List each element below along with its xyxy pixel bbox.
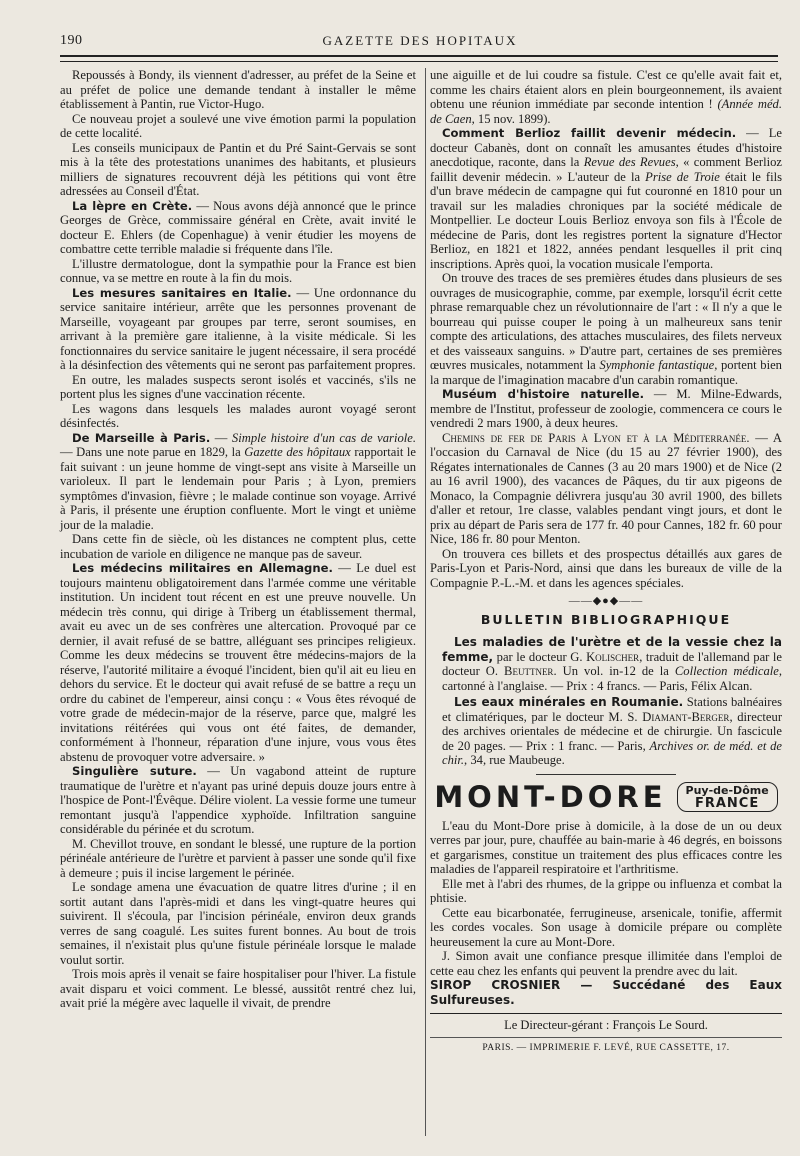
paragraph: Le sondage amena une évacuation de quatre litres d'urine ; il en sortit autant dans l'après-midi et dans les vingt-quatre heures qui suivirent. Il s'écoula, par l'incision périnéale, environ deux grands verres de sang coagulé. Les suites furent bonnes. Au bout de trois semaines, il n'existait plus qu'une fistule périnéale lorsque le malade voulut sortir. [60, 880, 416, 967]
article-museum: Muséum d'histoire naturelle. — M. Milne-Edwards, membre de l'Institut, professeur de zoologie, commencera ce cours le vendredi 2 mars 1900, à deux heures. [430, 387, 782, 430]
article-heading: Chemins de fer de Paris à Lyon et à la Méditerranée. [442, 430, 750, 445]
left-column [60, 68, 416, 1011]
article-heading: La lèpre en Crète. [72, 198, 193, 213]
column-divider [425, 68, 426, 1136]
paragraph: L'eau du Mont-Dore prise à domicile, à la dose de un ou deux verres par jour, pure, chauffée au bain-marie à 46 degrés, en boissons et gargarismes, constitue un traitement des plus efficaces contre les maladies de l'appareil respiratoire et l'arthritisme. [430, 818, 782, 876]
article-lepre: La lèpre en Crète. — Nous avons déjà annoncé que le prince Georges de Grèce, commissaire général en Crète, avait invité le docteur E. Ehlers (de Copenhague) à venir étudier les moyens de combattre cette terrible maladie si fréquente dans l'île. [60, 198, 416, 256]
article-mesures: Les mesures sanitaires en Italie. — Une ordonnance du service sanitaire intérieur, arrête que les personnes provenant de Marseille, voyageant par groupes par terre, seront soumises, en arrivant à la première gare italienne, à la visite médicale. Si les fonctionnaires du service sanitaire le jugent nécessaire, il sera procédé à la désinfection des vêtements qui ne seront pas parfaitement propres. [60, 285, 416, 372]
footer-rule [430, 1013, 782, 1014]
article-marseille: De Marseille à Paris. — Simple histoire d'un cas de variole. — Dans une note parue en 1829, la Gazette des hôpitaux rapportait le fait suivant : un jeune homme de vingt-sept ans visite à Marseille un varioleux. Il part le lendemain pour Paris ; à Lyon, premiers symptômes d'invasion, fièvre ; le malade continue son voyage. Arrivé à Paris, il présente une éruption confluente. Mort le vingt et unième jour de la maladie. [60, 430, 416, 532]
biblio-entry: Les eaux minérales en Roumanie. Stations balnéaires et climatériques, par le docteur M. S. Diamant-Berger, directeur des archives orientales de médecine et de chirurgie. Un fascicule de 20 pages. — Prix : 1 franc. — Paris, Archives or. de méd. et de chir., 34, rue Maubeuge. [442, 695, 783, 767]
biblio-entry: Les maladies de l'urètre et de la vessie chez la femme, par le docteur G. Kolischer, traduit de l'allemand par le docteur O. Beuttner. Un vol. in-12 de la Collection médicale, cartonné à l'anglaise. — Prix : 4 francs. — Paris, Félix Alcan. [442, 635, 783, 693]
director-signature: Le Directeur-gérant : François Le Sourd. [504, 1018, 708, 1032]
header-rule-thick [60, 55, 778, 57]
mont-dore-title: MONT-DORE [434, 779, 667, 814]
paragraph: En outre, les malades suspects seront isolés et vaccinés, s'ils ne portent plus les signes d'une vaccination récente. [60, 372, 416, 401]
paragraph: M. Chevillot trouve, en sondant le blessé, une rupture de la portion périnéale antérieure de l'urètre et parvient à passer une sonde qu'il fixe à demeure ; puis il incise largement le périnée. [60, 836, 416, 880]
sirop-advert: SIROP CROSNIER — Succédané des Eaux Sulfureuses. [430, 978, 782, 1007]
printer-imprint: PARIS. — IMPRIMERIE F. LEVÉ, RUE CASSETTE, 17. [430, 1037, 782, 1056]
bulletin-title: BULLETIN BIBLIOGRAPHIQUE [480, 611, 732, 627]
mont-dore-advert-heading [430, 781, 782, 813]
article-heading: Les mesures sanitaires en Italie. [72, 285, 292, 300]
article-heading: Les médecins militaires en Allemagne. [72, 561, 333, 575]
paragraph: On trouve des traces de ses premières études dans plusieurs de ses ouvrages de musicographie, comme, par exemple, lorsqu'il écrit cette phrase remarquable chez un révolutionnaire de l'art : « Il n'y a que le bourreau qui puisse couper le poing à un malheureux sans tenir compte des articulations, des attaches musculaires, des filets nerveux et des vaisseaux sanguins. » D'autre part, certaines de ses premières œuvres musicales, notamment la Symphonie fantastique, portent bien la marque de l'imagination macabre d'un carabin romantique. [430, 271, 782, 387]
paragraph: Les wagons dans lesquels les malades auront voyagé seront désinfectés. [60, 401, 416, 430]
paragraph: Elle met à l'abri des rhumes, de la grippe ou influenza et combat la phtisie. [430, 876, 782, 905]
article-berlioz: Comment Berlioz faillit devenir médecin. — Le docteur Cabanès, dont on connaît les amusantes études d'histoire anecdotique, raconte, dans la Revue des Revues, « comment Berlioz faillit devenir médecin. » L'auteur de la Prise de Troie était le fils d'un brave médecin de campagne qui fut couronné en 1810 pour un travail sur les maladies chroniques par la société médicale de Montpellier. Le docteur Louis Berlioz envoya son fils à l'École de médecine de Paris, dont les registres portent la signature d'Hector Berlioz, en 1821 et 1822, années pendant lesquelles il prit cinq inscriptions. Après quoi, la vocation musicale l'emporta. [430, 126, 782, 271]
article-heading: Muséum d'histoire naturelle. [442, 387, 645, 401]
page-title: GAZETTE DES HOPITAUX [322, 33, 518, 48]
page-header [60, 33, 780, 53]
mont-dore-location-box: Puy-de-Dôme FRANCE [677, 782, 778, 812]
paragraph: L'illustre dermatologue, dont la sympathie pour la France est bien connue, va se mettre en route à la fin du mois. [60, 256, 416, 285]
divider [536, 774, 676, 775]
article-heading: De Marseille à Paris. [72, 430, 211, 445]
page-number: 190 [60, 33, 83, 48]
paragraph: une aiguille et de lui coudre sa fistule. C'est ce qu'elle avait fait et, comme les chairs étaient alors en plein bourgeonnement, ils avaient obtenu une réunion immédiate par seconde intention ! (Année méd. de Caen, 15 nov. 1899). [430, 68, 782, 126]
paragraph: Repoussés à Bondy, ils viennent d'adresser, au préfet de la Seine et au préfet de police une demande tendant à installer le même établissement à Pantin, rue Victor-Hugo. [60, 68, 416, 111]
article-chemins: Chemins de fer de Paris à Lyon et à la Méditerranée. — A l'occasion du Carnaval de Nice (du 15 au 27 février 1900), des Régates internationales de Cannes (3 au 20 mars 1900) et de Nice (2 au 16 avril 1900), des vacances de Pâques, du tir aux pigeons de Monaco, la Compagnie délivrera jusqu'au 30 avril 1900, des billets d'aller et retour, 1re classe, valables pendant vingt jours, et dont le prix au départ de Paris sera de 177 fr. 40 pour Cannes, 182 fr. 60 pour Nice, 186 fr. 80 pour Menton. [430, 430, 782, 546]
right-column [430, 68, 782, 1055]
paragraph: Dans cette fin de siècle, où les distances ne comptent plus, cette incubation de variole en diligence ne manque pas de saveur. [60, 532, 416, 561]
article-suture: Singulière suture. — Un vagabond atteint de rupture traumatique de l'urètre et n'ayant pas uriné depuis douze jours entre à l'hospice de Pont-l'Évêque. Délire violent. La vessie forme une tumeur remontant jusqu'à l'appendice xyphoïde. Infiltration sanguine considérable du périnée et du scrotum. [60, 764, 417, 836]
article-heading: Singulière suture. [72, 764, 197, 778]
paragraph: J. Simon avait une confiance presque illimitée dans l'emploi de cette eau chez les enfants qui peuvent la prendre avec du lait. [430, 949, 782, 978]
paragraph: Ce nouveau projet a soulevé une vive émotion parmi la population de cette localité. [60, 111, 416, 140]
paragraph: Les conseils municipaux de Pantin et du Pré Saint-Gervais se sont mis à la tête des protestations unanimes des habitants, et plusieurs milliers de signatures recouvrent déjà les pétitions qui vont être adressées au Conseil d'État. [60, 140, 416, 198]
paragraph: On trouvera ces billets et des prospectus détaillés aux gares de Paris-Lyon et Paris-Nord, ainsi que dans les bureaux de ville de la Compagnie P.-L.-M. et dans les agences spéciales. [430, 546, 782, 590]
header-rule-thin [60, 61, 778, 62]
paragraph: Cette eau bicarbonatée, ferrugineuse, arsenicale, tonifie, affermit les cordes vocales. Son usage à domicile prépare ou complète heureusement la cure au Mont-Dore. [430, 905, 782, 949]
article-medecins: Les médecins militaires en Allemagne. — Le duel est toujours maintenu obligatoirement dans l'armée comme une véritable institution. Un incident tout récent en est une preuve nouvelle. Un médecin très connu, qui dirige à Triberg un établissement thermal, avait eu avec un de ses confrères une altercation. Provoqué par ce dernier, il avait refusé de se battre, alléguant ses principes religieux. Comme les deux médecins se trouvent être médecins-majors de la réserve, l'autorité militaire a évoqué l'incident, bien qu'il ait eu lieu en dehors du service. Et le docteur qui avait refusé de se battre a reçu un ordre du cabinet de l'empereur, ainsi conçu : « Vous êtes révoqué de votre grade de médecin-major de la réserve, parce que, malgré les invitations réitérées qui vous ont été faites, de demander, conformément à l'honneur, réparation d'une injure, vous vous êtes abstenu de provoquer votre adversaire. » [60, 561, 416, 764]
article-heading: Comment Berlioz faillit devenir médecin. [442, 126, 737, 140]
section-separator: ——◆●◆—— [568, 595, 644, 607]
paragraph: Trois mois après il venait se faire hospitaliser pour l'hiver. La fistule avait disparu et voici comment. Le blessé, aussitôt rentré chez lui, avait prié la mégère avec laquelle il vivait, de prendre [60, 967, 416, 1010]
